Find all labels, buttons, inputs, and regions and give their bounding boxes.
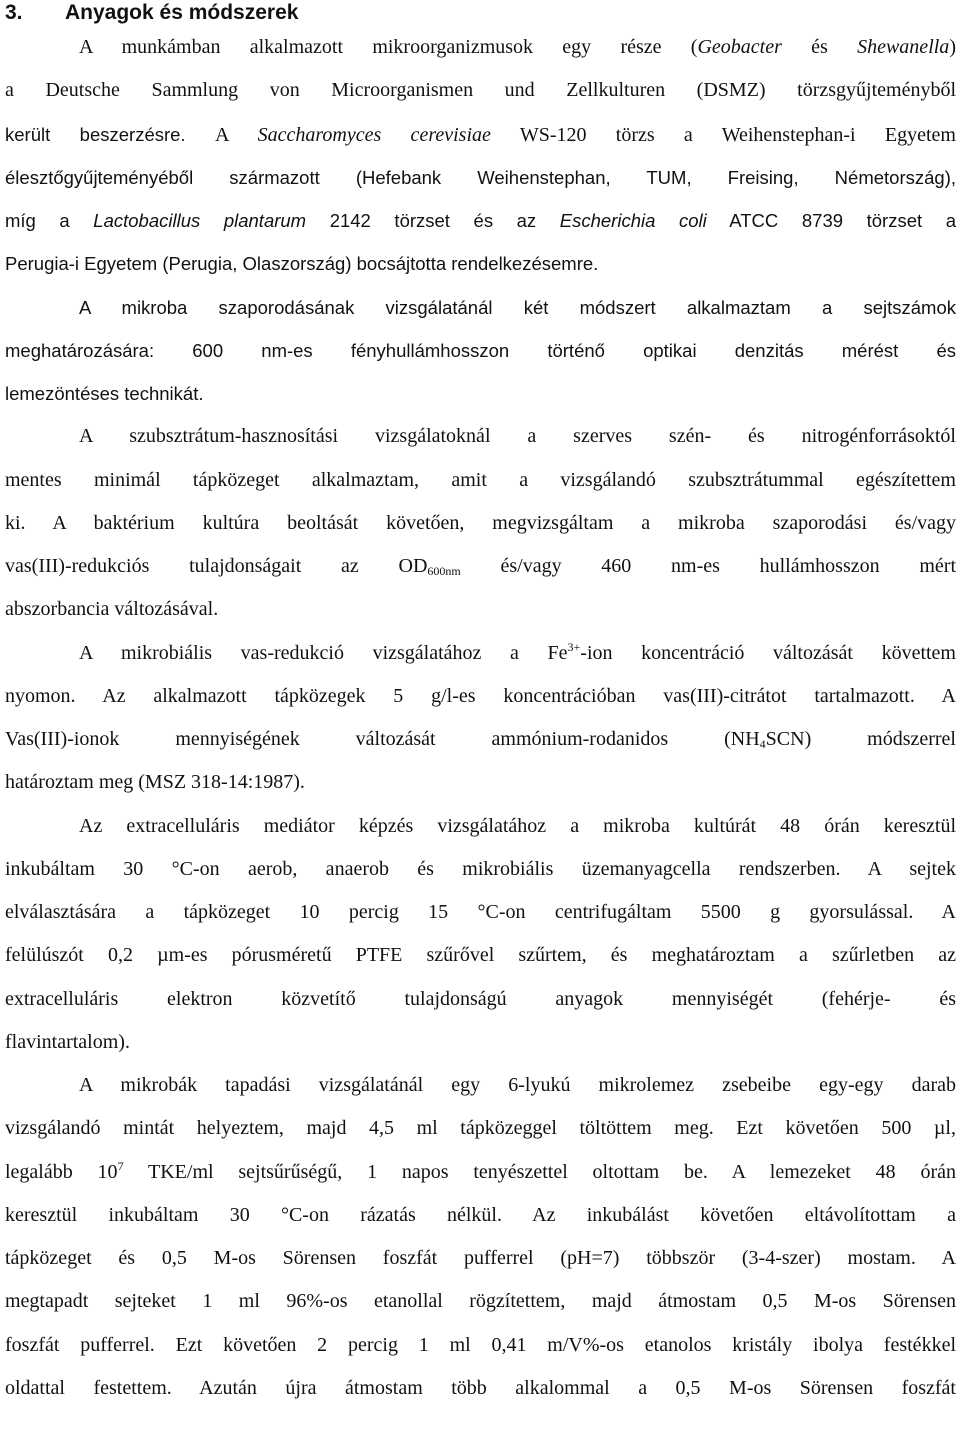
text-line: meghatározására: 600 nm-es fényhullámhosszon történő optikai denzitás mérést és bbox=[5, 339, 956, 361]
text-line: tápközeget és 0,5 M-os Sörensen foszfát pufferrel (pH=7) többször (3-4-szer) mostam. A bbox=[5, 1247, 956, 1269]
text-line: extracelluláris elektron közvetítő tulajdonságú anyagok mennyiségét (fehérje- és bbox=[5, 987, 956, 1010]
text-line: mentes minimál tápközeget alkalmaztam, amit a vizsgálandó szubsztrátummal egészítettem bbox=[5, 468, 956, 491]
text-line: oldattal festettem. Azután újra átmostam több alkalommal a 0,5 M-os Sörensen foszfát bbox=[5, 1376, 956, 1399]
text-line: inkubáltam 30 °C-on aerob, anaerob és mikrobiális üzemanyagcella rendszerben. A sejtek bbox=[5, 857, 956, 880]
text-line: a Deutsche Sammlung von Microorganismen und Zellkulturen (DSMZ) törzsgyűjteményből bbox=[5, 79, 956, 102]
paragraph-substrate bbox=[5, 415, 956, 631]
text-line: Az extracelluláris mediátor képzés vizsgálatához a mikroba kultúrát 48 órán keresztül bbox=[79, 814, 956, 837]
text-line: A mikroba szaporodásának vizsgálatánál két módszert alkalmaztam a sejtszámok bbox=[79, 296, 956, 318]
text-line: vizsgálandó mintát helyeztem, majd 4,5 ml tápközeggel töltöttem meg. Ezt követően 500 µl, bbox=[5, 1117, 956, 1140]
paragraph-microorganisms bbox=[5, 26, 956, 286]
text-line: került beszerzésre. A Saccharomyces cerevisiae WS-120 törzs a Weihenstephan-i Egyetem bbox=[5, 123, 956, 146]
text-line: Vas(III)-ionok mennyiségének változását ammónium-rodanidos $(NH_4SCN)$ módszerrel bbox=[5, 728, 956, 751]
text-line: legalább $10^7$ TKE/ml sejtsűrűségű, 1 napos tenyészettel oltottam be. A lemezeket 48 órán bbox=[5, 1158, 956, 1183]
text-line: élesztőgyűjteményéből származott (Hefebank Weihenstephan, TUM, Freising, Németország), bbox=[5, 166, 956, 188]
text-line: abszorbancia változásával. bbox=[5, 598, 219, 621]
text-line: A mikrobiális vas-redukció vizsgálatához a $Fe^{3+}$-ion koncentráció változását követtem bbox=[79, 639, 956, 664]
text-line: ki. A baktérium kultúra beoltását követően, megvizsgáltam a mikroba szaporodási és/vagy bbox=[5, 511, 956, 534]
paragraph-growth-methods bbox=[5, 286, 956, 416]
paragraph-mediator bbox=[5, 805, 956, 1065]
text-line: felülúszót 0,2 µm-es pórusméretű PTFE szűrővel szűrtem, és meghatároztam a szűrletben az bbox=[5, 944, 956, 967]
text-line: flavintartalom). bbox=[5, 1030, 130, 1053]
text-line: megtapadt sejteket 1 ml 96%-os etanollal rögzítettem, majd átmostam 0,5 M-os Sörensen bbox=[5, 1290, 956, 1313]
text-line: elválasztására a tápközeget 10 percig 15 °C-on centrifugáltam 5500 g gyorsulással. A bbox=[5, 901, 956, 923]
text-line: keresztül inkubáltam 30 °C-on rázatás nélkül. Az inkubálást követően eltávolítottam a bbox=[5, 1203, 956, 1226]
text-line: nyomon. Az alkalmazott tápközegek 5 g/l-es koncentrációban vas(III)-citrátot tartalmazott. A bbox=[5, 684, 956, 707]
text-line: lemezöntéses technikát. bbox=[5, 383, 204, 404]
section-title: Anyagok és módszerek bbox=[65, 1, 299, 24]
text-line: Perugia-i Egyetem (Perugia, Olaszország) bocsájtotta rendelkezésemre. bbox=[5, 253, 599, 275]
text-line: vas(III)-redukciós tulajdonságait az $OD_{600nm}$ és/vagy 460 nm-es hullámhosszon mért bbox=[5, 555, 956, 578]
text-line: míg a Lactobacillus plantarum 2142 törzset és az Escherichia coli ATCC 8739 törzset a bbox=[5, 210, 956, 231]
section-number: 3. bbox=[5, 1, 23, 24]
text-line: A munkámban alkalmazott mikroorganizmusok egy része (Geobacter és Shewanella) bbox=[79, 36, 956, 58]
text-line: A mikrobák tapadási vizsgálatánál egy 6-lyukú mikrolemez zsebeibe egy-egy darab bbox=[79, 1074, 956, 1096]
text-line: határoztam meg (MSZ 318-14:1987). bbox=[5, 771, 305, 794]
paragraph-adhesion bbox=[5, 1064, 956, 1410]
text-line: A szubsztrátum-hasznosítási vizsgálatoknál a szerves szén- és nitrogénforrásoktól bbox=[79, 425, 956, 448]
section-heading bbox=[5, 0, 956, 26]
paragraph-iron-reduction bbox=[5, 632, 956, 805]
text-line: foszfát pufferrel. Ezt követően 2 percig 1 ml 0,41 m/V%-os etanolos kristály ibolya festékkel bbox=[5, 1333, 956, 1356]
